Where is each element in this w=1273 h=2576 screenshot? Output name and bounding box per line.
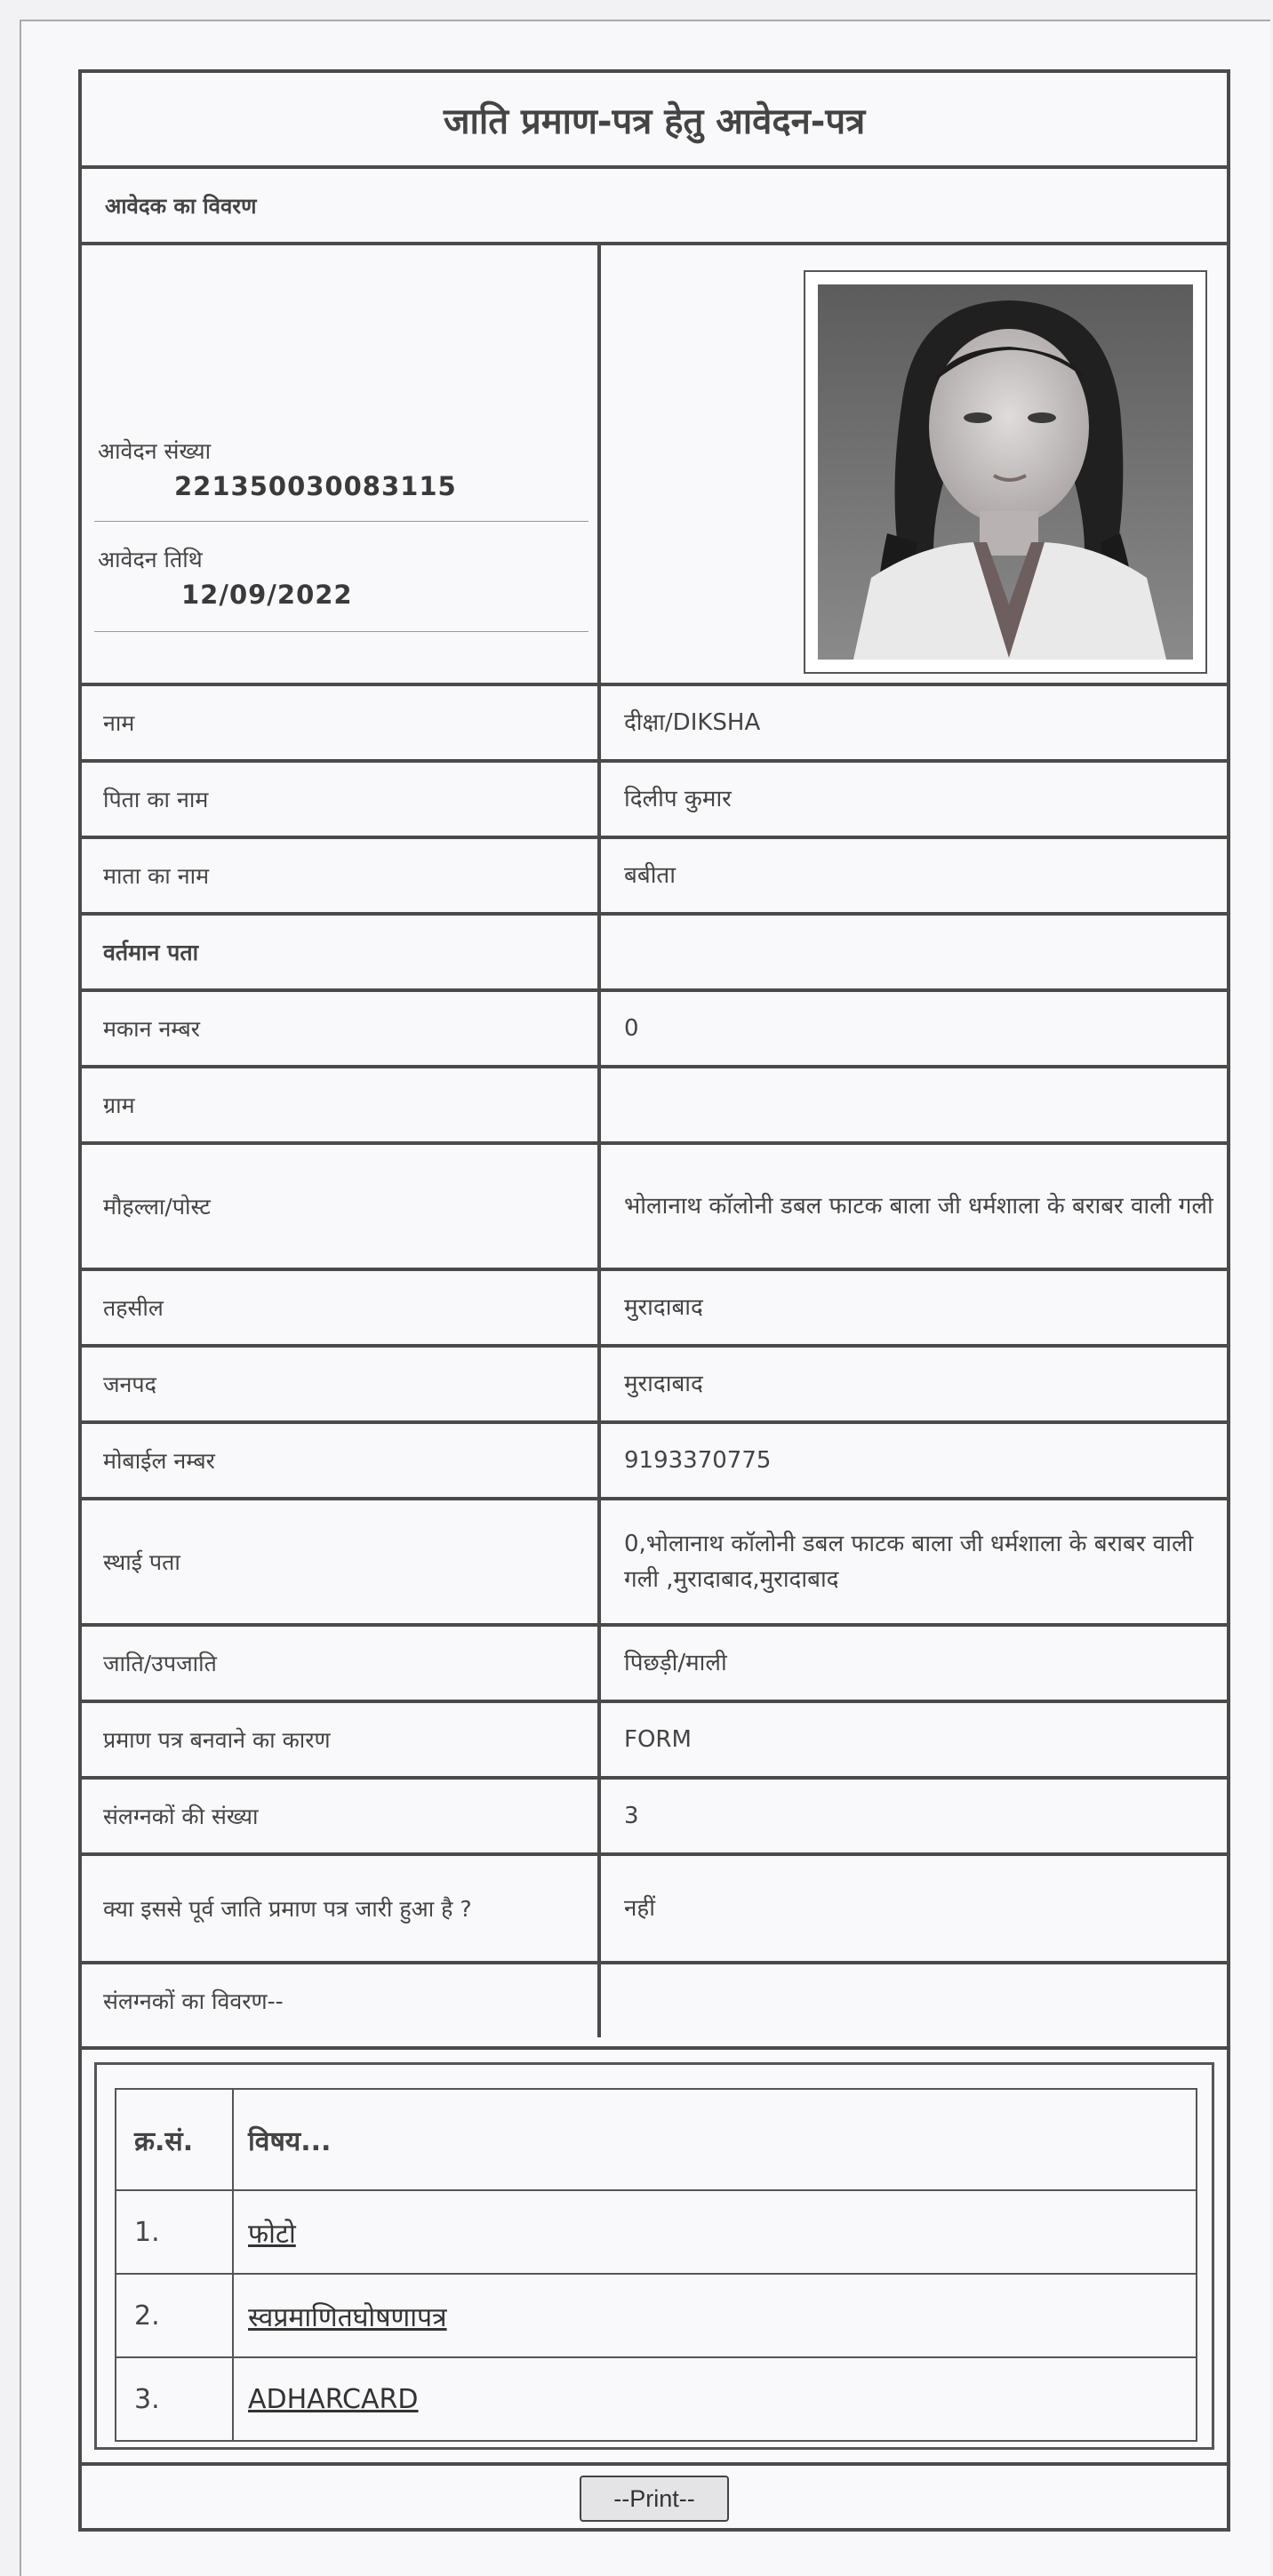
section-heading: आवेदक का विवरण: [82, 169, 1227, 245]
field-label: स्थाई पता: [82, 1500, 601, 1623]
attachments-box: [94, 2062, 1214, 2450]
field-value: भोलानाथ कॉलोनी डबल फाटक बाला जी धर्मशाला के बराबर वाली गली: [624, 1192, 1213, 1220]
application-date-label: आवेदन तिथि: [98, 547, 203, 572]
table-row: [116, 2357, 1197, 2441]
field-row-village: [82, 1065, 1227, 1141]
print-button[interactable]: --Print--: [580, 2476, 729, 2522]
field-label: जाति/उपजाति: [82, 1627, 601, 1700]
column-header-serial: क्र.सं.: [116, 2089, 233, 2190]
field-value: [601, 1068, 1227, 1141]
photo-cell: [601, 245, 1227, 683]
field-label: मोबाईल नम्बर: [82, 1424, 601, 1497]
field-label: मकान नम्बर: [82, 992, 601, 1065]
applicant-photo-image: [818, 284, 1193, 660]
field-label: माता का नाम: [82, 839, 601, 912]
column-header-subject: विषय...: [233, 2089, 1197, 2190]
field-row-name: [82, 683, 1227, 759]
table-header-row: [116, 2089, 1197, 2190]
field-value: मुरादाबाद: [624, 1370, 703, 1397]
field-label: जनपद: [82, 1348, 601, 1420]
field-row-mobile: [82, 1420, 1227, 1497]
field-label: संलग्नकों की संख्या: [82, 1780, 601, 1852]
field-value: 9193370775: [624, 1446, 772, 1474]
applicant-photo-frame: [804, 270, 1207, 674]
attachments-table: [115, 2088, 1197, 2442]
divider: [94, 521, 588, 522]
row-serial: 2.: [116, 2274, 233, 2357]
field-value: पिछड़ी/माली: [624, 1649, 727, 1676]
field-label: नाम: [82, 686, 601, 759]
field-value: [601, 916, 1227, 988]
field-label: क्या इससे पूर्व जाति प्रमाण पत्र जारी हुआ है ?: [82, 1856, 601, 1961]
field-label: तहसील: [82, 1271, 601, 1344]
field-row-locality: [82, 1141, 1227, 1268]
table-row: [116, 2190, 1197, 2274]
field-row-district: [82, 1344, 1227, 1420]
field-value: 3: [624, 1802, 639, 1829]
attachment-link-photo[interactable]: फोटो: [248, 2218, 296, 2250]
print-row: [82, 2462, 1227, 2532]
field-row-mother: [82, 836, 1227, 912]
application-number-label: आवेदन संख्या: [98, 438, 212, 464]
field-row-attachment-count: [82, 1776, 1227, 1852]
field-row-caste: [82, 1623, 1227, 1700]
field-row-previous-certificate: [82, 1852, 1227, 1961]
field-label: संलग्नकों का विवरण--: [82, 1964, 601, 2037]
field-value: 0,भोलानाथ कॉलोनी डबल फाटक बाला जी धर्मशाला के बराबर वाली गली ,मुरादाबाद,मुरादाबाद: [624, 1530, 1194, 1593]
field-value: [601, 1964, 1227, 2037]
field-label: मौहल्ला/पोस्ट: [82, 1145, 601, 1268]
field-row-tehsil: [82, 1268, 1227, 1344]
field-row-house-number: [82, 988, 1227, 1065]
field-label: ग्राम: [82, 1068, 601, 1141]
field-value: नहीं: [624, 1894, 655, 1922]
field-value: दीक्षा/DIKSHA: [624, 708, 761, 736]
field-value: बबीता: [624, 861, 676, 889]
field-row-permanent-address: [82, 1497, 1227, 1623]
application-info: [82, 245, 601, 683]
field-value: 0: [624, 1014, 639, 1042]
divider: [94, 631, 588, 632]
field-row-current-address: [82, 912, 1227, 988]
attachment-link-aadhaar[interactable]: ADHARCARD: [248, 2383, 419, 2415]
field-label: वर्तमान पता: [82, 916, 601, 988]
row-serial: 1.: [116, 2190, 233, 2274]
details-table: [82, 683, 1227, 2037]
application-date-value: 12/09/2022: [181, 580, 353, 610]
application-form: [78, 69, 1230, 2532]
attachments-section: [82, 2046, 1227, 2462]
table-row: [116, 2274, 1197, 2357]
field-row-father: [82, 759, 1227, 836]
row-serial: 3.: [116, 2357, 233, 2441]
field-label: पिता का नाम: [82, 763, 601, 836]
attachment-link-self-declaration[interactable]: स्वप्रमाणितघोषणापत्र: [248, 2301, 447, 2333]
field-row-attachment-details: [82, 1961, 1227, 2037]
field-value: FORM: [624, 1725, 692, 1753]
form-title: जाति प्रमाण-पत्र हेतु आवेदन-पत्र: [82, 73, 1227, 169]
field-label: प्रमाण पत्र बनवाने का कारण: [82, 1703, 601, 1776]
application-number-value: 221350030083115: [174, 471, 457, 501]
field-value: मुरादाबाद: [624, 1293, 703, 1321]
applicant-photo: [818, 284, 1193, 660]
field-row-reason: [82, 1700, 1227, 1776]
field-value: दिलीप कुमार: [624, 785, 732, 812]
